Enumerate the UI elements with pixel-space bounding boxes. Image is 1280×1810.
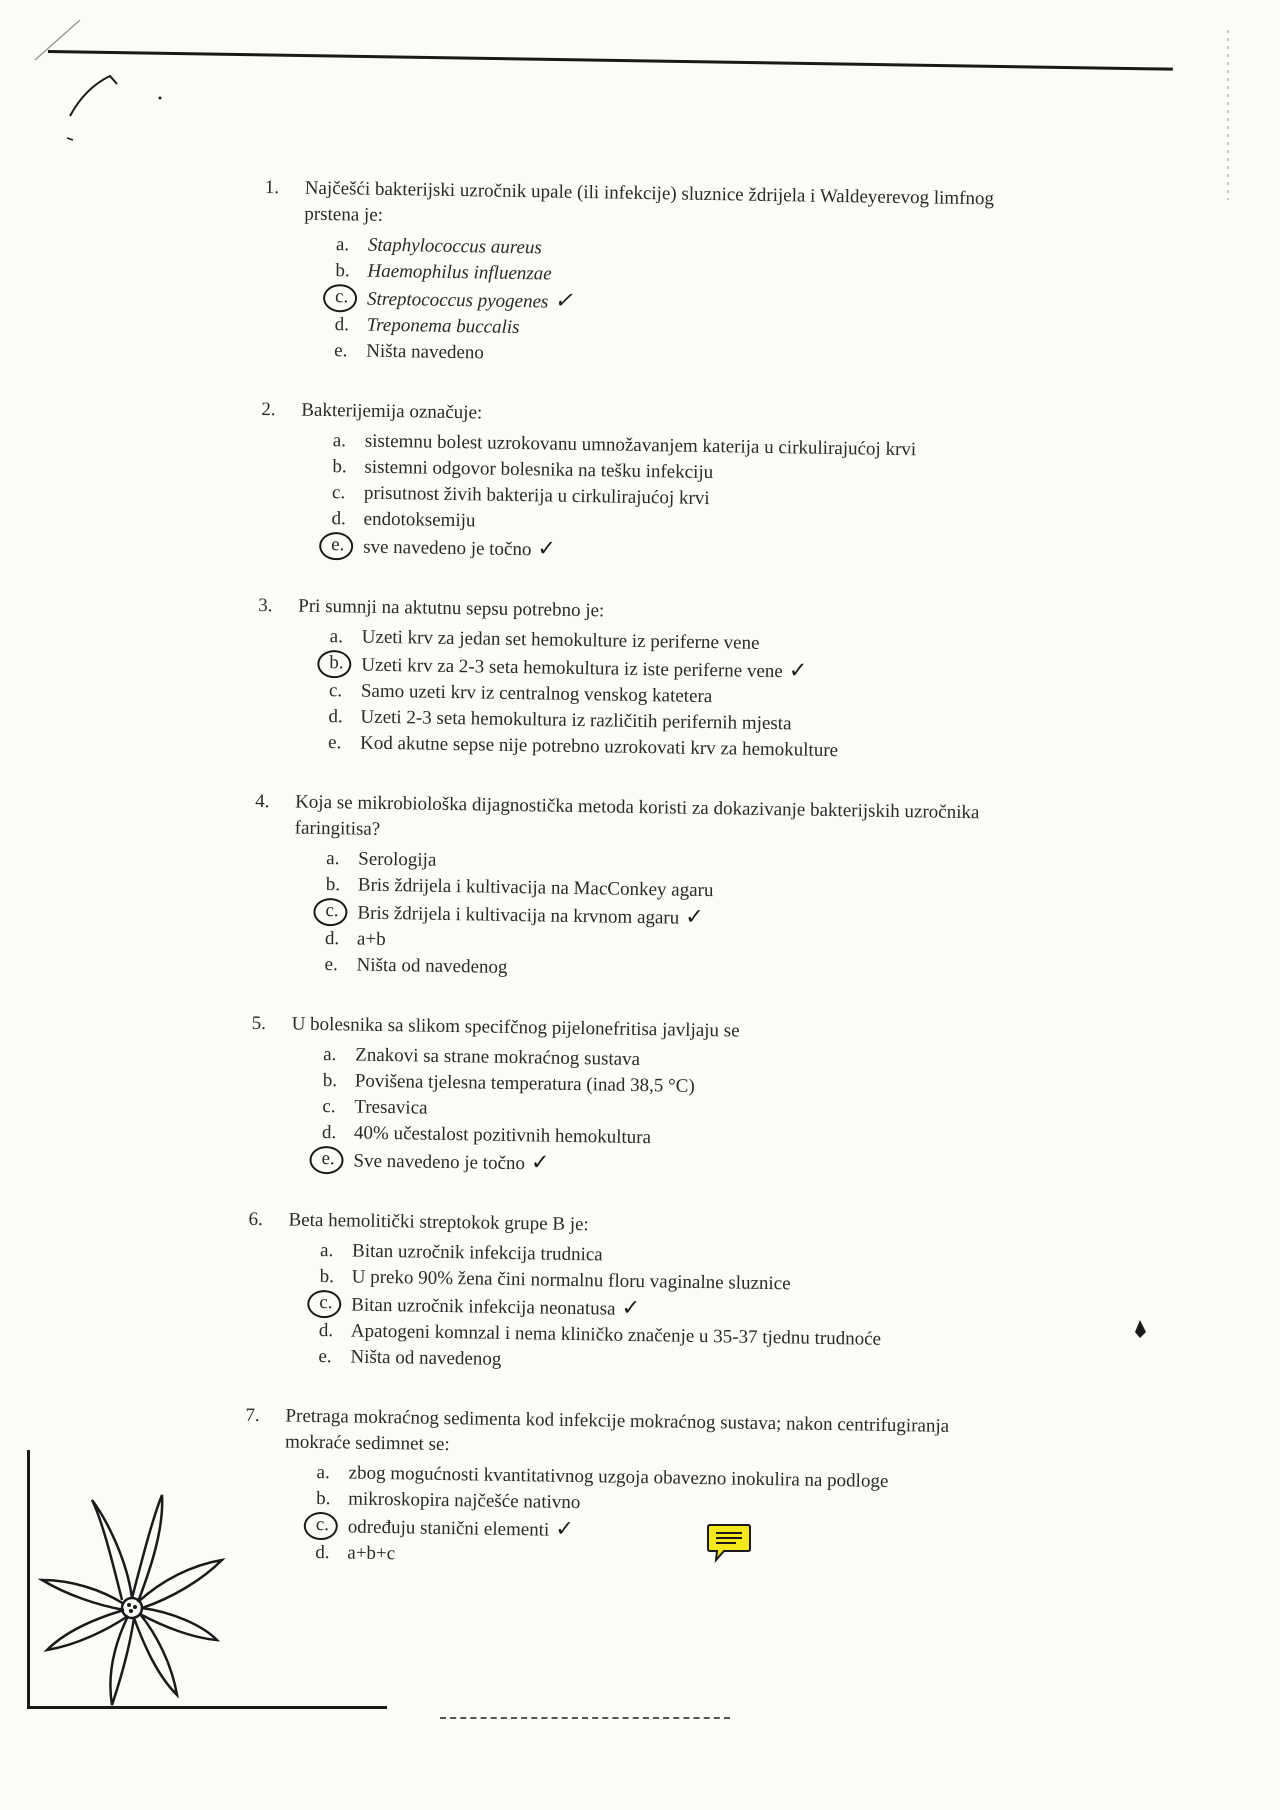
option-text: endotoksemiju — [363, 508, 476, 532]
question-7 — [243, 1403, 1005, 1577]
option-text: Kod akutne sepse nije potrebno uzrokovati krv za hemokulture — [359, 732, 839, 762]
left-frame-line — [27, 1450, 30, 1708]
option-text: Serologija — [358, 848, 437, 871]
option-text: Znakovi sa strane mokraćnog sustava — [355, 1044, 641, 1070]
checkmark-icon: ✓ — [530, 1149, 550, 1175]
option-letter: a. — [319, 1239, 334, 1262]
option-text: zbog mogućnosti kvantitativnog uzgoja obavezno inokulira na podloge — [348, 1462, 889, 1492]
checkmark-icon: ✓ — [537, 535, 557, 561]
checkmark-icon: ✓ — [621, 1294, 641, 1321]
scribble-mark-icon — [55, 68, 175, 158]
option-text: Tresavica — [354, 1096, 428, 1119]
option-text: Bitan uzročnik infekcija trudnica — [351, 1240, 603, 1266]
option-letter: d. — [315, 1541, 330, 1564]
option-letter: b. — [332, 456, 347, 478]
question-number: 2. — [261, 398, 276, 421]
option-letter: b. — [335, 260, 350, 282]
option-text: Bitan uzročnik infekcija neonatusa — [351, 1294, 616, 1320]
option-letter: a. — [332, 430, 347, 452]
question-1 — [262, 175, 1025, 375]
option-letter: e. — [318, 1345, 332, 1368]
ink-dot-icon — [1133, 1320, 1147, 1340]
option-letter: c. — [328, 680, 343, 702]
option-text: Uzeti krv za 2-3 seta hemokultura iz iste periferne vene — [361, 654, 783, 683]
option-letter: e. — [321, 1146, 353, 1174]
option-text: Povišena tjelesna temperatura (inad 38,5 °C) — [354, 1070, 695, 1097]
question-5 — [249, 1011, 1011, 1185]
question-text: U bolesnika sa slikom specifčnog pijelonefritisa javljaju se — [291, 1013, 740, 1042]
checkmark-icon: ✓ — [685, 903, 704, 929]
option-letter: e. — [331, 532, 363, 560]
option-text: a+b — [356, 928, 386, 950]
comment-note-icon[interactable] — [706, 1523, 752, 1563]
flower-doodle-icon — [32, 1480, 232, 1710]
checkmark-icon: ✓ — [554, 287, 574, 313]
option-text: U preko 90% žena čini normalnu floru vaginalne sluznice — [351, 1266, 791, 1295]
option-letter: d. — [318, 1319, 334, 1342]
question-4 — [252, 789, 1015, 989]
option-text: a+b+c — [347, 1542, 396, 1565]
option-letter: c. — [331, 482, 346, 504]
option-letter: c. — [319, 1290, 351, 1318]
option-text: Staphylococcus aureus — [367, 234, 543, 259]
option-letter: d. — [328, 706, 343, 728]
option-letter: e. — [334, 340, 348, 362]
option-text: prisutnost živih bakterija u cirkulirajućoj krvi — [363, 482, 710, 510]
option-text: Bris ždrijela i kultivacija na krvnom agaru — [357, 902, 680, 929]
option-text: Ništa od navedenog — [356, 954, 508, 978]
question-text: Koja se mikrobiološka dijagnostička metoda koristi za dokazivanje bakterijskih uzročnika faringitisa? — [294, 791, 980, 840]
option-text: Bris ždrijela i kultivacija na MacConkey agaru — [357, 874, 714, 902]
option-text: Ništa od navedenog — [350, 1346, 502, 1370]
option-text: Uzeti 2-3 seta hemokultura iz različitih perifernih mjesta — [360, 706, 792, 735]
option-text: Apatogeni komnzal i nema kliničko značenje u 35-37 tjednu trudnoće — [350, 1320, 882, 1350]
question-text: Pri sumnji na aktutnu sepsu potrebno je: — [298, 595, 605, 622]
option-text: sistemni odgovor bolesnika na tešku infekciju — [364, 456, 714, 484]
option-text: određuju stanični elementi — [347, 1516, 550, 1541]
option-letter: e. — [324, 954, 338, 976]
option-letter: a. — [335, 234, 350, 256]
option-text: mikroskopira najčešće nativno — [348, 1488, 581, 1514]
option-letter: a. — [323, 1044, 337, 1066]
top-rule — [48, 50, 1173, 71]
option-letter: e. — [327, 732, 342, 754]
question-number: 5. — [251, 1012, 267, 1035]
question-3 — [256, 593, 1018, 767]
option-letter: a. — [326, 848, 340, 870]
question-number: 6. — [248, 1208, 264, 1231]
question-number: 4. — [254, 790, 270, 813]
option-text: sve navedeno je točno — [363, 536, 532, 561]
option-letter: b. — [316, 1487, 331, 1510]
bottom-dashed-line — [440, 1717, 730, 1719]
option-letter: b. — [325, 874, 341, 896]
option-text: Haemophilus influenzae — [367, 260, 552, 285]
question-6 — [246, 1207, 1008, 1381]
option-letter: b. — [319, 1265, 335, 1288]
question-text: Beta hemolitički streptokok grupe B je: — [288, 1209, 589, 1236]
option-text: Sve navedeno je točno — [353, 1150, 526, 1175]
question-text: Bakterijemija označuje: — [301, 399, 483, 424]
option-letter: c. — [325, 898, 357, 926]
option-text: sistemnu bolest uzrokovanu umnožavanjem katerija u cirkulirajućoj krvi — [364, 430, 917, 461]
question-number: 7. — [245, 1404, 260, 1427]
question-text: Pretraga mokraćnog sedimenta kod infekcije mokraćnog sustava; nakon centrifugiranja mokraće sedimnet se: — [284, 1405, 950, 1456]
option-text: 40% učestalost pozitivnih hemokultura — [353, 1122, 652, 1149]
option-letter: a. — [329, 626, 344, 648]
option-text: Samo uzeti krv iz centralnog venskog katetera — [360, 680, 713, 708]
corner-stroke-icon — [30, 15, 90, 65]
option-letter: d. — [321, 1122, 337, 1144]
option-letter: d. — [324, 928, 340, 950]
question-2 — [259, 397, 1021, 571]
scan-edge-noise-icon — [1218, 30, 1238, 200]
option-letter: a. — [316, 1461, 330, 1484]
checkmark-icon: ✓ — [788, 657, 808, 683]
option-letter: c. — [322, 1096, 336, 1118]
question-number: 3. — [258, 594, 273, 617]
question-number: 1. — [264, 176, 280, 199]
question-list — [243, 175, 1025, 1611]
option-text: Uzeti krv za jedan set hemokulture iz periferne vene — [361, 626, 760, 654]
question-text: Najčešći bakterijski uzročnik upale (ili infekcije) sluznice ždrijela i Waldeyerevog limfnog prstena je: — [304, 177, 995, 226]
option-letter: b. — [322, 1070, 338, 1092]
option-letter: b. — [329, 650, 361, 678]
option-text: Ništa navedeno — [366, 340, 485, 364]
checkmark-icon: ✓ — [555, 1515, 574, 1542]
option-text: Streptococcus pyogenes — [366, 288, 549, 313]
option-letter: c. — [316, 1512, 348, 1540]
option-letter: d. — [331, 508, 347, 530]
option-text: Treponema buccalis — [366, 314, 520, 339]
option-letter: c. — [335, 284, 367, 312]
option-letter: d. — [334, 314, 350, 336]
